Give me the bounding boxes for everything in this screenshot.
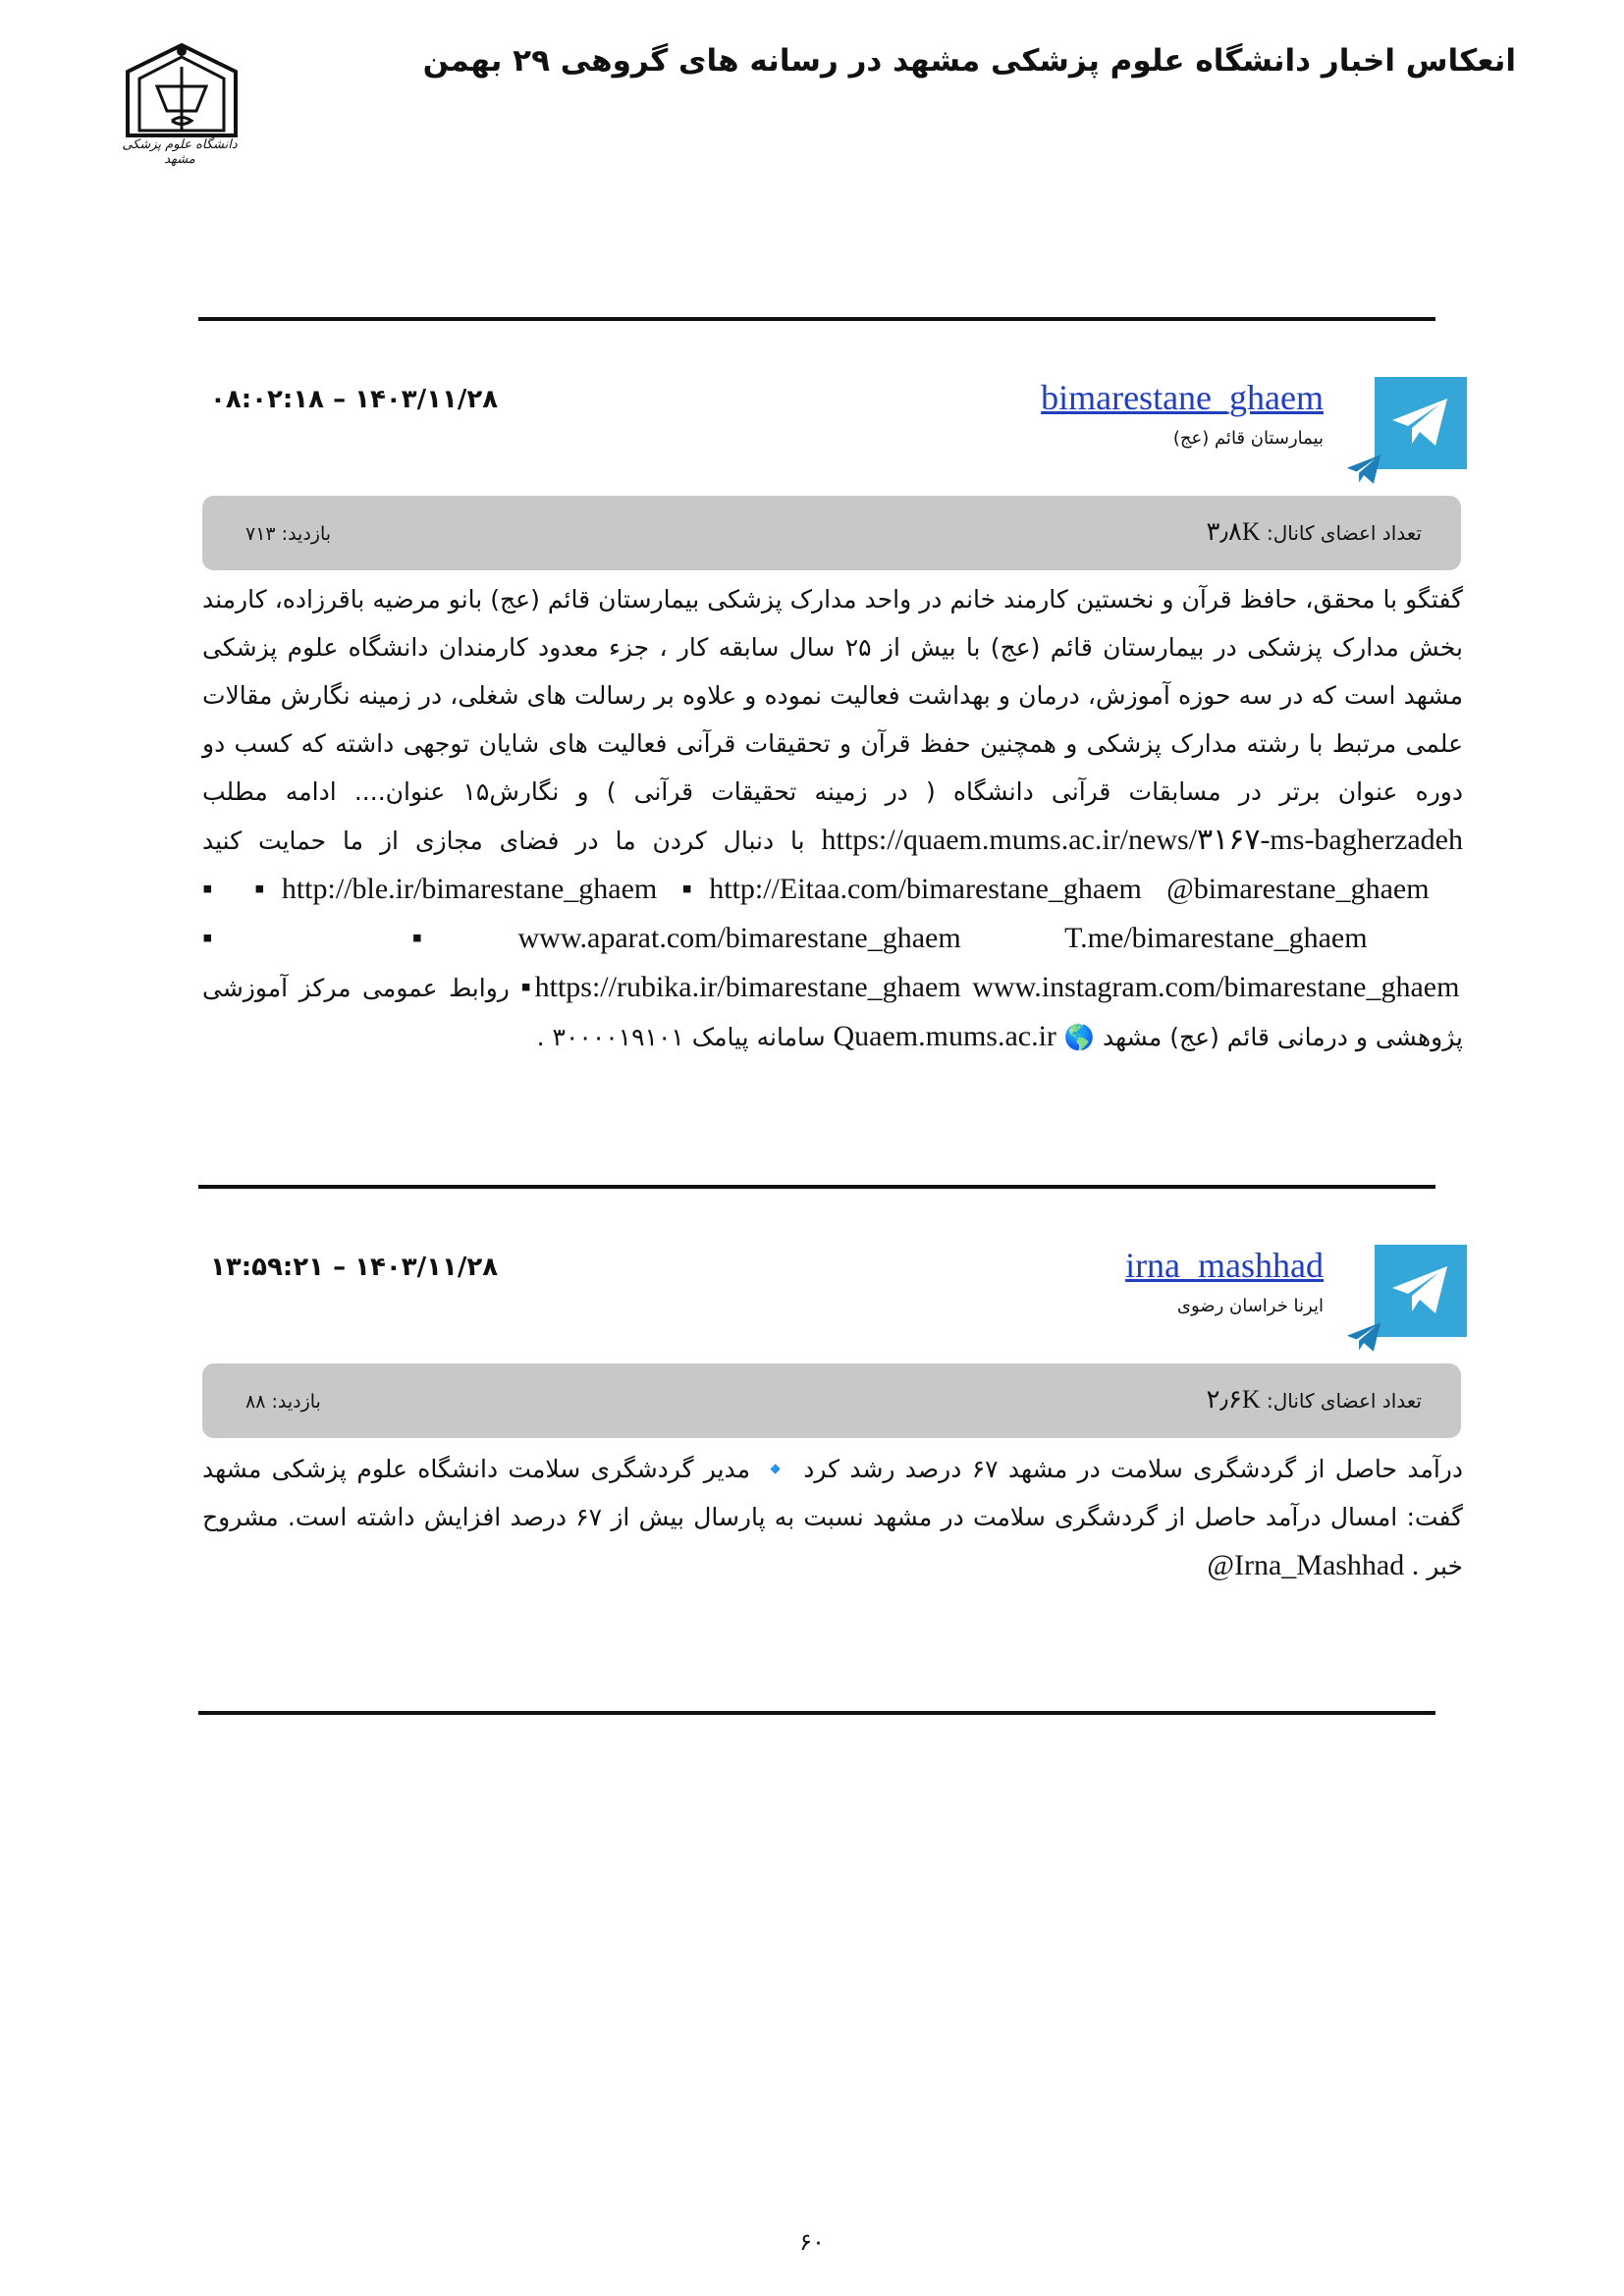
- social-link-telegram[interactable]: ▪ T.me/bimarestane_ghaem: [202, 873, 1368, 954]
- channel-name: بیمارستان قائم (عج): [1172, 428, 1324, 449]
- members-count: [1206, 517, 1422, 547]
- site-link[interactable]: Quaem.mums.ac.ir: [833, 1020, 1056, 1052]
- logo-emblem-icon: [118, 37, 245, 145]
- members-count: [1206, 1385, 1422, 1415]
- post-handle[interactable]: @Irna_Mashhad .: [1207, 1549, 1420, 1581]
- post-datetime: ۱۴۰۳/۱۱/۲۸ – ۰۸:۰۲:۱۸: [210, 385, 499, 414]
- divider: [198, 317, 1435, 321]
- follow-text: با دنبال کردن ما در فضای مجازی از ما حمایت کنید: [202, 827, 805, 855]
- divider: [198, 1711, 1435, 1715]
- post-body: [202, 575, 1463, 1061]
- members-label: تعداد اعضای کانال:: [1266, 1389, 1422, 1413]
- post-datetime: ۱۴۰۳/۱۱/۲۸ – ۱۳:۵۹:۲۱: [210, 1253, 499, 1282]
- pr-text: روابط عمومی مرکز آموزشی پژوهشی و درمانی قائم (عج) مشهد: [202, 974, 1463, 1051]
- logo-caption: دانشگاه علوم پزشکی مشهد: [122, 137, 238, 167]
- page-number: ۶۰: [799, 2228, 825, 2256]
- channel-link[interactable]: bimarestane_ghaem: [1041, 378, 1324, 417]
- social-link-handle[interactable]: @bimarestane_ghaem: [1166, 873, 1430, 905]
- sms-text: سامانه پیامک ۳۰۰۰۰۱۹۱۰۱ .: [536, 1023, 826, 1051]
- channel-link[interactable]: irna_mashhad: [1125, 1246, 1324, 1285]
- post-stats-bar: [202, 1363, 1461, 1438]
- channel-name: ایرنا خراسان رضوی: [1176, 1296, 1324, 1316]
- views-count: [245, 523, 331, 545]
- post-text: درآمد حاصل از گردشگری سلامت در مشهد ۶۷ درصد رشد کرد 🔹 مدیر گردشگری سلامت دانشگاه علوم پزشکی مشهد گفت: امسال درآمد حاصل از گردشگری سلامت در مشهد نسبت به پارسال بیش از ۶۷ درصد افزایش داشته است. مشروح خبر: [202, 1455, 1463, 1580]
- social-link-bale[interactable]: ▪http://ble.ir/bimarestane_ghaem: [254, 873, 658, 905]
- social-link-aparat[interactable]: ▪www.aparat.com/bimarestane_ghaem: [411, 922, 961, 954]
- post-stats-bar: [202, 496, 1461, 570]
- social-link-eitaa[interactable]: ▪http://Eitaa.com/bimarestane_ghaem: [681, 873, 1142, 905]
- divider: [198, 1185, 1435, 1189]
- social-link-rubika[interactable]: ▪https://rubika.ir/bimarestane_ghaem: [520, 971, 961, 1003]
- globe-icon: 🌎: [1063, 1023, 1096, 1051]
- post-text: گفتگو با محقق، حافظ قرآن و نخستین کارمند خانم در واحد مدارک پزشکی بیمارستان قائم (عج) بانو مرضیه باقرزاده، کارمند بخش مدارک پزشکی در بیمارستان قائم (عج) با بیش از ۲۵ سال سابقه کار ، جزء معدود کارمندان دانشگاه علوم پزشکی مشهد است که در سه حوزه آموزش، درمان و بهداشت فعالیت نموده و علاوه بر رسالت های شغلی، در زمینه نگارش مقالات علمی مرتبط با رشته مدارک پزشکی و همچنین حفظ قرآن و تحقیقات قرآنی فعالیت های شایان توجهی داشته که کسب دو دوره عنوان برتر در مسابقات قرآنی دانشگاه ( در زمینه تحقیقات قرآنی ) و نگارش۱۵ عنوان.... ادامه مطلب: [202, 585, 1463, 806]
- views-value: ۷۱۳: [245, 523, 276, 545]
- post-body: [202, 1445, 1463, 1590]
- members-value: ۳٫۸K: [1206, 517, 1261, 546]
- views-label: بازدید:: [271, 1391, 321, 1413]
- members-value: ۲٫۶K: [1206, 1385, 1261, 1414]
- page-header-title: انعکاس اخبار دانشگاه علوم پزشکی مشهد در رسانه های گروهی ۲۹ بهمن: [422, 43, 1516, 79]
- telegram-icon: [1375, 377, 1467, 469]
- post-header: [198, 1245, 1467, 1353]
- social-link-instagram[interactable]: ▪ www.instagram.com/bimarestane_ghaem: [202, 922, 1460, 1003]
- views-label: بازدید:: [281, 523, 332, 545]
- post-header: [198, 377, 1467, 485]
- members-label: تعداد اعضای کانال:: [1266, 521, 1422, 545]
- views-value: ۸۸: [245, 1391, 266, 1413]
- telegram-icon: [1375, 1245, 1467, 1337]
- views-count: [245, 1391, 321, 1413]
- post-link[interactable]: https://quaem.mums.ac.ir/news/۳۱۶۷-ms-bagherzadeh: [821, 824, 1463, 856]
